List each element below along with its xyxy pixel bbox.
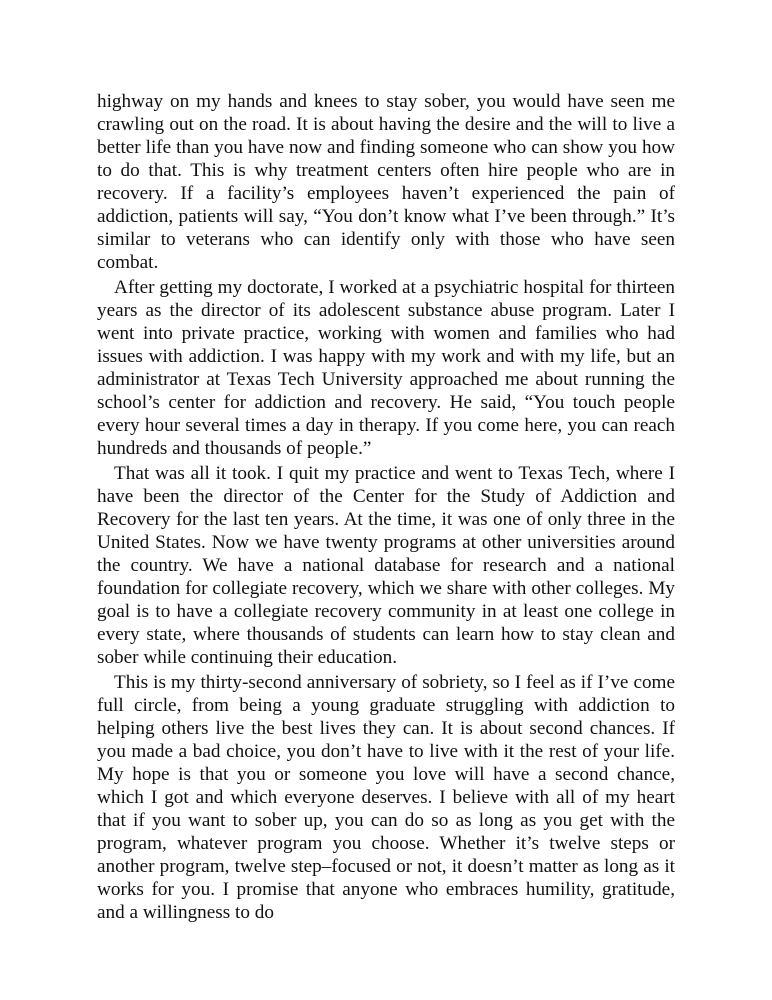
page-body <box>97 90 675 926</box>
paragraph-sobriety: This is my thirty-second anniversary of sobriety, so I feel as if I’ve come full circle, from being a young graduate struggling with addiction to helping others live the best lives they can. It is about second chances. If you made a bad choice, you don’t have to live with it the rest of your life. My hope is that you or someone you love will have a second chance, which I got and which everyone deserves. I believe with all of my heart that if you want to sober up, you can do so as long as you get with the program, whatever program you choose. Whether it’s twelve steps or another program, twelve step–focused or not, it doesn’t matter as long as it works for you. I promise that anyone who embraces humility, gratitude, and a willingness to do <box>97 672 675 923</box>
paragraph-texas-tech: That was all it took. I quit my practice and went to Texas Tech, where I have been the director of the Center for the Study of Addiction and Recovery for the last ten years. At the time, it was one of only three in the United States. Now we have twenty programs at other universities around the country. We have a national database for research and a national foundation for collegiate recovery, which we share with other colleges. My goal is to have a collegiate recovery community in at least one college in every state, where thousands of students can learn how to stay clean and sober while continuing their education. <box>97 463 675 668</box>
paragraph-continued: highway on my hands and knees to stay sober, you would have seen me crawling out on the road. It is about having the desire and the will to live a better life than you have now and finding someone who can show you how to do that. This is why treatment centers often hire people who are in recovery. If a facility’s employees haven’t experienced the pain of addiction, patients will say, “You don’t know what I’ve been through.” It’s similar to veterans who can identify only with those who have seen combat. <box>97 91 675 273</box>
paragraph-doctorate: After getting my doctorate, I worked at a psychiatric hospital for thirteen years as the director of its adolescent substance abuse program. Later I went into private practice, working with women and families who had issues with addiction. I was happy with my work and with my life, but an administrator at Texas Tech University approached me about running the school’s center for addiction and recovery. He said, “You touch people every hour several times a day in therapy. If you come here, you can reach hundreds and thousands of people.” <box>97 277 675 459</box>
